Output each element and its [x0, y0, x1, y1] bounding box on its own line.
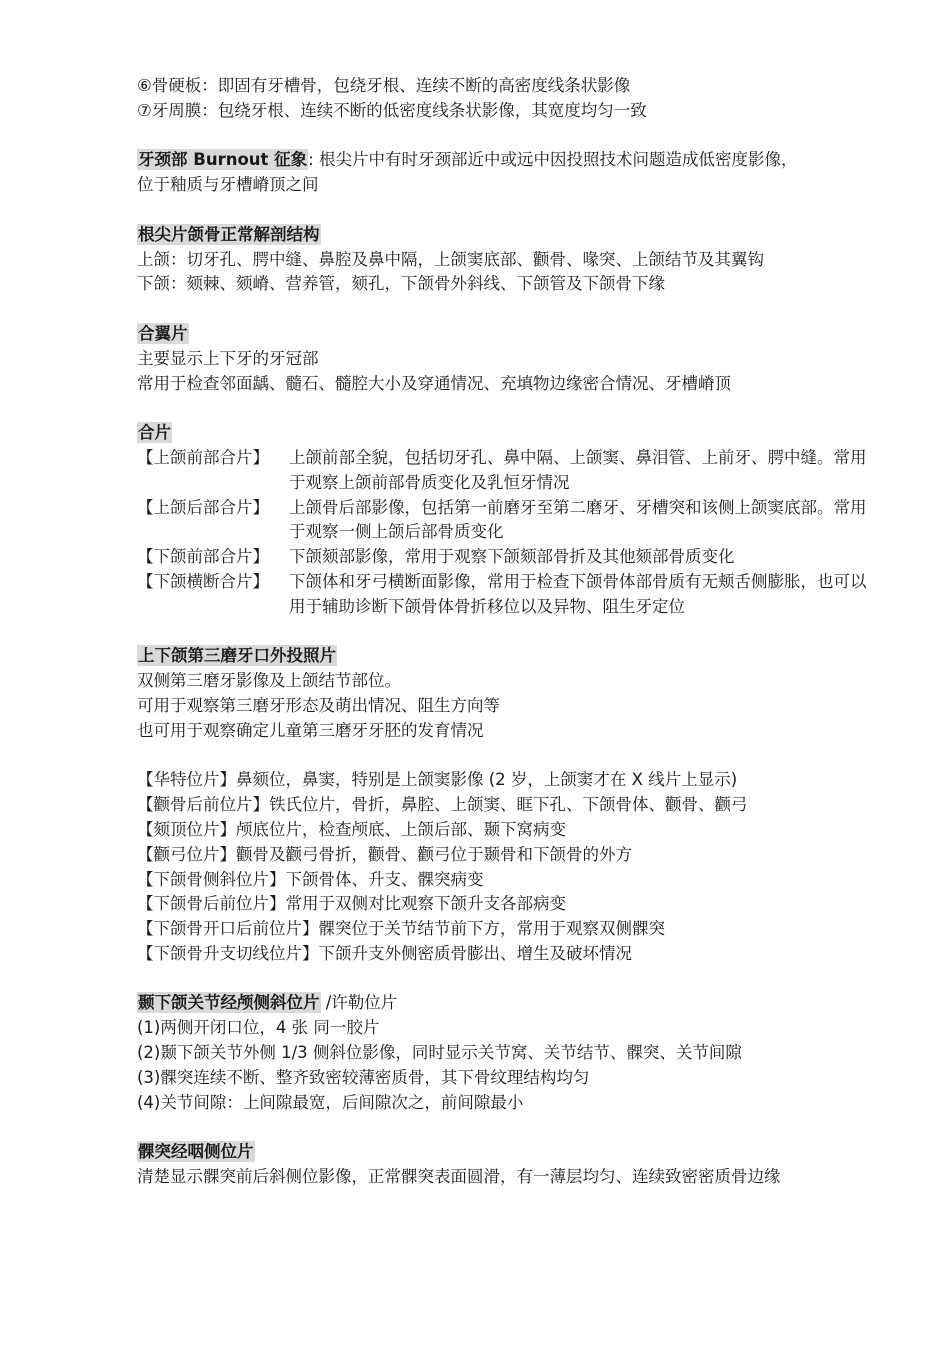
definition-term: 【上颌后部合片】 — [137, 497, 269, 517]
section-heading: 合翼片 — [138, 323, 188, 343]
section-heading: 牙颈部 Burnout 征象 — [138, 150, 308, 170]
view-item: 【下颌骨侧斜位片】下颌骨体、升支、髁突病变 — [137, 869, 484, 889]
text-line: 双侧第三磨牙影像及上颌结节部位。 — [137, 671, 401, 691]
text-line: 也可用于观察确定儿童第三磨牙牙胚的发育情况 — [137, 720, 484, 740]
text-line: (1)两侧开闭口位，4 张 同一胶片 — [137, 1018, 380, 1038]
text-line: ⑥骨硬板：即固有牙槽骨，包绕牙根、连续不断的高密度线条状影像 — [137, 76, 631, 95]
heading-line — [137, 322, 867, 347]
definition-row — [137, 496, 867, 546]
definition-text: 下颌颏部影像，常用于观察下颌颏部骨折及其他颏部骨质变化 — [289, 547, 735, 567]
text-span: /许勒位片 — [320, 993, 398, 1013]
view-item: 【华特位片】鼻颏位，鼻窦，特别是上颌窦影像 (2 岁，上颌窦才在 X 线片上显示) — [137, 770, 738, 790]
view-item: 【下颌骨后前位片】常用于双侧对比观察下颌升支各部病变 — [137, 894, 566, 914]
definition-term: 【下颌前部合片】 — [137, 547, 269, 567]
text-span: : 根尖片中有时牙颈部近中或远中因投照技术问题造成低密度影像， — [308, 150, 798, 170]
text-line: 常用于检查邻面龋、髓石、髓腔大小及穿通情况、充填物边缘密合情况、牙槽嵴顶 — [137, 373, 731, 393]
view-item: 【颏顶位片】颅底位片，检查颅底、上颌后部、颞下窝病变 — [137, 819, 566, 839]
document-page — [137, 74, 867, 1190]
heading-line — [137, 1140, 867, 1165]
text-line: ⑦牙周膜：包绕牙根、连续不断的低密度线条状影像，其宽度均匀一致 — [137, 100, 647, 120]
definition-row — [137, 446, 867, 496]
view-item: 【颧骨后前位片】铁氏位片，骨折，鼻腔、上颌窦、眶下孔、下颌骨体、颧骨、颧弓 — [137, 795, 748, 815]
heading-line — [137, 421, 867, 446]
text-line: (3)髁突连续不断、整齐致密较薄密质骨，其下骨纹理结构均匀 — [137, 1067, 590, 1087]
definition-term: 【下颌横断合片】 — [137, 571, 269, 591]
definition-term: 【上颌前部合片】 — [137, 447, 269, 467]
definition-text: 上颌前部全貌，包括切牙孔、鼻中隔、上颌窦、鼻泪管、上前牙、腭中缝。常用于观察上颌前部骨质变化及乳恒牙情况 — [289, 447, 867, 492]
burnout-paragraph — [137, 148, 867, 173]
definition-row — [137, 545, 867, 570]
text-line: 下颌：颏棘、颏嵴、营养管，颏孔，下颌骨外斜线、下颌管及下颌骨下缘 — [137, 274, 665, 294]
heading-line — [137, 223, 867, 248]
text-line: 可用于观察第三磨牙形态及萌出情况、阻生方向等 — [137, 695, 500, 715]
heading-line — [137, 644, 867, 669]
paragraph — [137, 1165, 867, 1190]
section-heading: 根尖片颌骨正常解剖结构 — [138, 224, 320, 244]
view-item: 【下颌骨升支切线位片】下颌升支外侧密质骨膨出、增生及破坏情况 — [137, 943, 632, 963]
tmj-heading-line — [137, 991, 867, 1016]
section-heading: 髁突经咽侧位片 — [138, 1142, 254, 1162]
section-heading: 合片 — [138, 423, 171, 443]
section-heading: 颞下颌关节经颅侧斜位片 — [138, 993, 320, 1013]
paragraph-text: 清楚显示髁突前后斜侧位影像，正常髁突表面圆滑，有一薄层均匀、连续致密密质骨边缘 — [137, 1167, 781, 1187]
definition-text: 上颌骨后部影像，包括第一前磨牙至第二磨牙、牙槽突和该侧上颌窦底部。常用于观察一侧上颌后部骨质变化 — [289, 497, 867, 542]
view-item: 【下颌骨开口后前位片】髁突位于关节结节前下方，常用于观察双侧髁突 — [137, 919, 665, 939]
text-line: (2)颞下颌关节外侧 1/3 侧斜位影像，同时显示关节窝、关节结节、髁突、关节间隙 — [137, 1043, 742, 1063]
definition-text: 下颌体和牙弓横断面影像，常用于检查下颌骨体部骨质有无颊舌侧膨胀，也可以用于辅助诊断下颌骨体骨折移位以及异物、阻生牙定位 — [289, 571, 867, 616]
text-line: 位于釉质与牙槽嵴顶之间 — [137, 175, 319, 195]
text-line: (4)关节间隙：上间隙最宽，后间隙次之，前间隙最小 — [137, 1092, 524, 1112]
section-heading: 上下颌第三磨牙口外投照片 — [138, 646, 336, 666]
definition-row — [137, 570, 867, 620]
text-line: 主要显示上下牙的牙冠部 — [137, 348, 319, 368]
view-item: 【颧弓位片】颧骨及颧弓骨折，颧骨、颧弓位于颞骨和下颌骨的外方 — [137, 844, 632, 864]
text-line: 上颌：切牙孔、腭中缝、鼻腔及鼻中隔，上颌窦底部、颧骨、喙突、上颌结节及其翼钩 — [137, 249, 764, 269]
